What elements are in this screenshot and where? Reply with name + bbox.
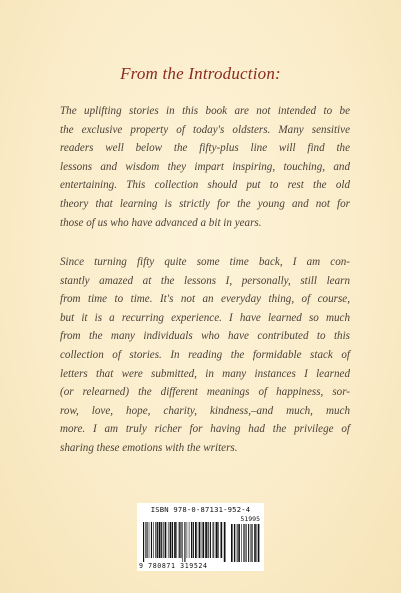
ean-digits: 9 780871 319524 — [139, 562, 208, 570]
paragraph-line: collection of stories. In reading the formidable stack of — [60, 348, 350, 361]
isbn-barcode — [137, 503, 264, 571]
paragraph-line: from time to time. It's not an everyday thing, of course, — [60, 293, 350, 306]
paragraph-line: sharing these emotions with the writers. — [60, 441, 238, 454]
intro-paragraph-1 — [60, 102, 350, 232]
paragraph-line: (or relearned) the different meanings of happiness, sor- — [60, 386, 350, 399]
paragraph-line: Since turning fifty quite some time back, I am con- — [60, 256, 350, 268]
paragraph-line: stantly amazed at the lessons I, personally, still learn — [60, 274, 350, 287]
paragraph-line: lessons and wisdom they impart inspiring, touching, and — [60, 160, 350, 173]
paragraph-line: entertaining. This collection should put to rest the old — [60, 179, 350, 192]
isbn-label: ISBN 978-0-87131-952-4 — [150, 505, 251, 514]
paragraph-line: The uplifting stories in this book are not intended to be — [60, 105, 350, 117]
paragraph-line: the exclusive property of today's oldsters. Many sensitive — [60, 123, 350, 136]
paragraph-line: but it is a recurring experience. I have learned so much — [60, 311, 350, 324]
paragraph-line: readers well below the fifty-plus line will find the — [60, 142, 350, 155]
paragraph-line: letters that were submitted, in many instances I learned — [60, 367, 350, 380]
intro-paragraph-2 — [60, 253, 350, 458]
barcode-bars-icon — [141, 522, 260, 562]
price-code: 51995 — [240, 515, 260, 523]
intro-heading: From the Introduction: — [120, 64, 281, 83]
paragraph-line: row, love, hope, charity, kindness,–and much, much — [60, 404, 350, 417]
paragraph-line: theory that learning is strictly for the young and not for — [60, 197, 350, 210]
paragraph-line: more. I am truly richer for having had the privilege of — [60, 423, 350, 436]
paragraph-line: from the many individuals who have contributed to this — [60, 330, 350, 343]
paragraph-line: those of us who have advanced a bit in years. — [60, 216, 262, 229]
